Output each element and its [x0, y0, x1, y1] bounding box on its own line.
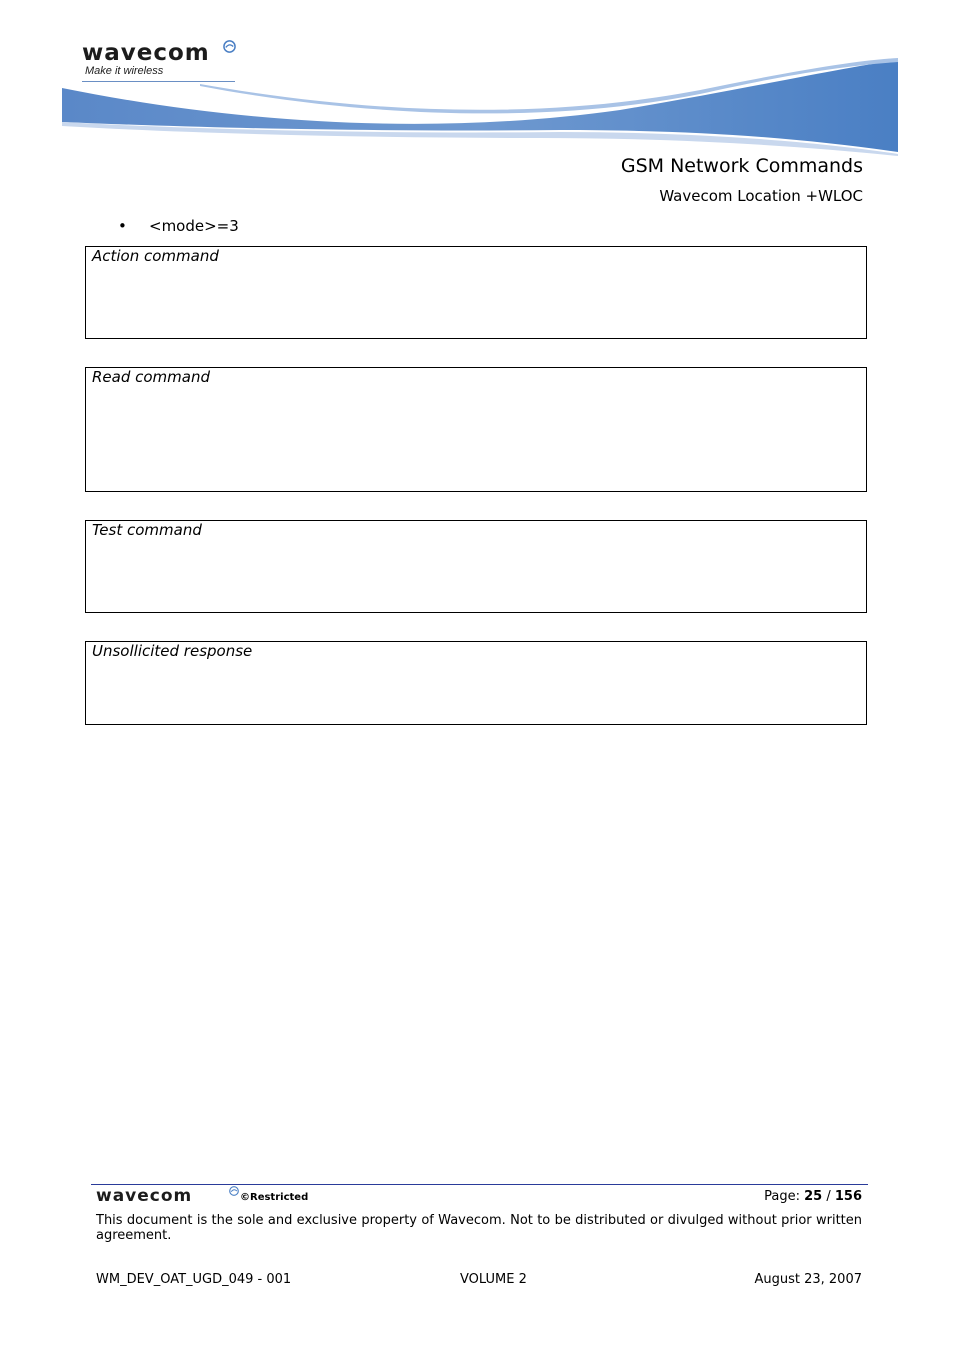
confidentiality-notice: This document is the sole and exclusive property of Wavecom. Not to be distributed or divulged without prior written agreement.	[96, 1213, 862, 1243]
footer-logo-mark-icon	[229, 1186, 239, 1196]
footer-rule	[91, 1184, 868, 1185]
read-command-box	[85, 367, 867, 492]
wavecom-logo: wavecom	[82, 40, 210, 66]
header-swoosh-banner	[0, 50, 954, 160]
test-command-box	[85, 520, 867, 613]
bullet-text: <mode>=3	[149, 217, 239, 235]
unsollicited-response-label: Unsollicited response	[92, 642, 253, 660]
action-command-label: Action command	[92, 247, 219, 265]
page-label: Page:	[764, 1189, 800, 1204]
bullet-icon: •	[118, 217, 127, 235]
test-command-label: Test command	[92, 521, 202, 539]
tagline: Make it wireless	[85, 65, 164, 77]
page-current: 25	[804, 1189, 823, 1204]
document-title: GSM Network Commands	[620, 155, 863, 177]
document-date: August 23, 2007	[754, 1272, 862, 1287]
volume-label: VOLUME 2	[460, 1272, 527, 1287]
unsollicited-response-box	[85, 641, 867, 725]
bullet-item	[118, 217, 239, 235]
footer-wavecom-logo: wavecom	[96, 1186, 193, 1206]
restricted-label: ©Restricted	[240, 1192, 309, 1203]
page-total: 156	[834, 1189, 862, 1204]
document-subtitle: Wavecom Location +WLOC	[659, 187, 863, 205]
page-number	[764, 1189, 862, 1204]
document-reference: WM_DEV_OAT_UGD_049 - 001	[96, 1272, 292, 1287]
action-command-box	[85, 246, 867, 339]
page-separator: /	[826, 1189, 831, 1204]
read-command-label: Read command	[92, 368, 211, 386]
